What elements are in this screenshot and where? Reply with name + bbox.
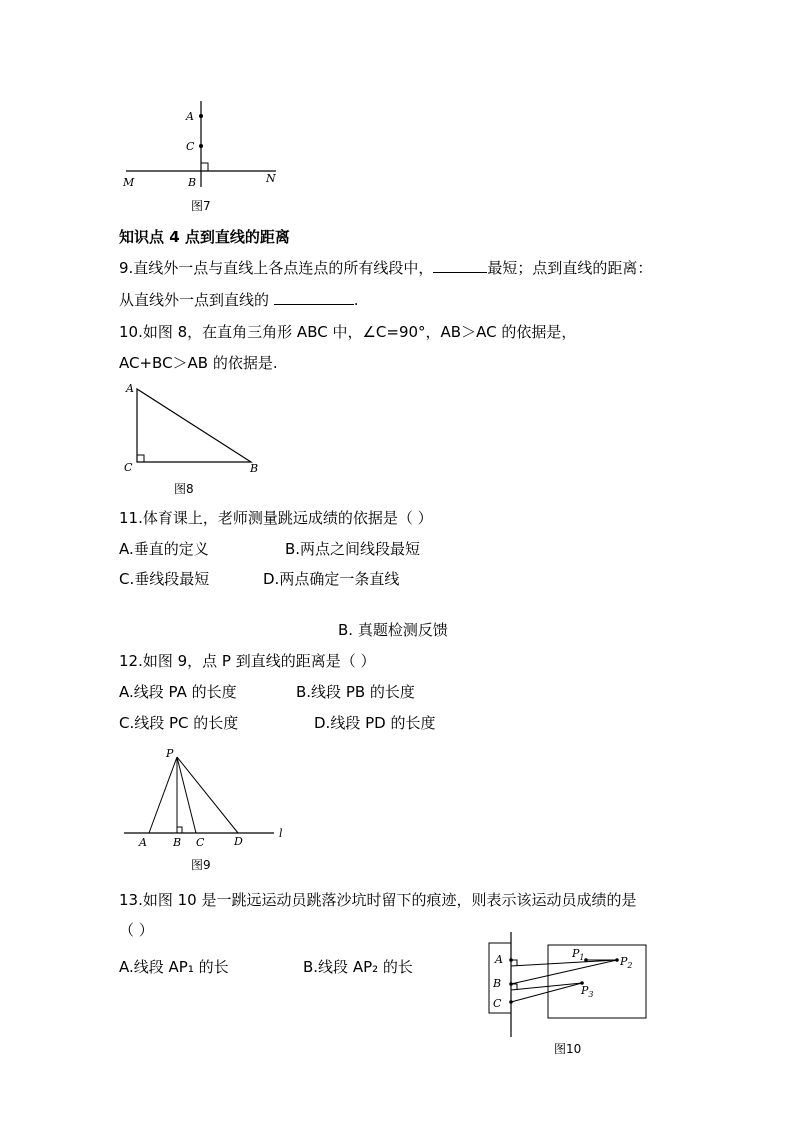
label-a: A xyxy=(186,110,194,123)
point-c xyxy=(509,1000,513,1004)
question-9-text-b: 最短；点到直线的距离： xyxy=(487,259,653,277)
option-d[interactable]: D.两点确定一条直线 xyxy=(263,570,400,588)
point-a xyxy=(509,958,513,962)
segment-b-p2 xyxy=(511,960,617,984)
label-c: C xyxy=(124,461,133,474)
question-10-line-2: AC+BC＞AB 的依据是. xyxy=(119,354,278,372)
label-c: C xyxy=(196,836,205,849)
label-a: A xyxy=(495,953,503,966)
option-b[interactable]: B.两点之间线段最短 xyxy=(285,540,421,558)
option-b[interactable]: B.线段 PB 的长度 xyxy=(296,683,415,701)
question-11-stem: 11.体育课上，老师测量跳远成绩的依据是（ ） xyxy=(119,509,433,527)
option-a[interactable]: A.垂直的定义 xyxy=(119,540,209,558)
label-a: A xyxy=(126,382,134,395)
question-13-stem: 13.如图 10 是一跳远运动员跳落沙坑时留下的痕迹，则表示该运动员成绩的是 xyxy=(119,891,637,909)
question-12-stem: 12.如图 9，点 P 到直线的距离是（ ） xyxy=(119,652,376,670)
option-a[interactable]: A.线段 PA 的长度 xyxy=(119,683,237,701)
figure-9-caption: 图9 xyxy=(191,858,211,872)
label-c: C xyxy=(186,140,195,153)
label-p2: $P_2$ xyxy=(620,955,633,970)
option-d[interactable]: D.线段 PD 的长度 xyxy=(314,714,436,732)
option-c[interactable]: C.线段 PC 的长度 xyxy=(119,714,239,732)
sand-pit xyxy=(548,945,646,1018)
point-b xyxy=(509,982,513,986)
segment-c-p3 xyxy=(511,983,582,1002)
label-n: N xyxy=(266,172,276,185)
label-p1: $P_1$ xyxy=(572,947,585,962)
figure-10-caption: 图10 xyxy=(554,1042,582,1056)
label-m: M xyxy=(123,176,135,189)
segment-a-p2 xyxy=(511,960,617,966)
label-c: C xyxy=(493,997,502,1010)
section-b-title: B. 真题检测反馈 xyxy=(338,621,448,639)
label-p: P xyxy=(166,747,174,760)
question-9-text-a: 9.直线外一点与直线上各点连点的所有线段中， xyxy=(119,259,434,277)
question-9-end: . xyxy=(353,291,359,309)
point-p1 xyxy=(584,958,588,962)
option-c[interactable]: C.垂线段最短 xyxy=(119,570,210,588)
option-a[interactable]: A.线段 AP₁ 的长 xyxy=(119,958,229,976)
question-13-paren: （ ） xyxy=(119,921,154,939)
label-l: l xyxy=(279,827,283,840)
question-10-line-1: 10.如图 8，在直角三角形 ABC 中，∠C=90°，AB＞AC 的依据是， xyxy=(119,323,577,341)
question-9-text-c: 从直线外一点到直线的 xyxy=(119,291,274,309)
figure-7-caption: 图7 xyxy=(191,199,211,213)
option-b[interactable]: B.线段 AP₂ 的长 xyxy=(303,958,413,976)
label-b: B xyxy=(493,977,502,990)
section-title: 知识点 4 点到直线的距离 xyxy=(119,228,290,246)
segment-b-p3 xyxy=(511,983,582,990)
point-p2 xyxy=(615,958,619,962)
label-a: A xyxy=(139,836,147,849)
label-d: D xyxy=(234,835,243,848)
label-b: B xyxy=(250,462,259,475)
label-b: B xyxy=(188,176,197,189)
label-p3: $P_3$ xyxy=(581,984,594,999)
figure-8-caption: 图8 xyxy=(174,482,194,496)
label-b: B xyxy=(173,836,182,849)
